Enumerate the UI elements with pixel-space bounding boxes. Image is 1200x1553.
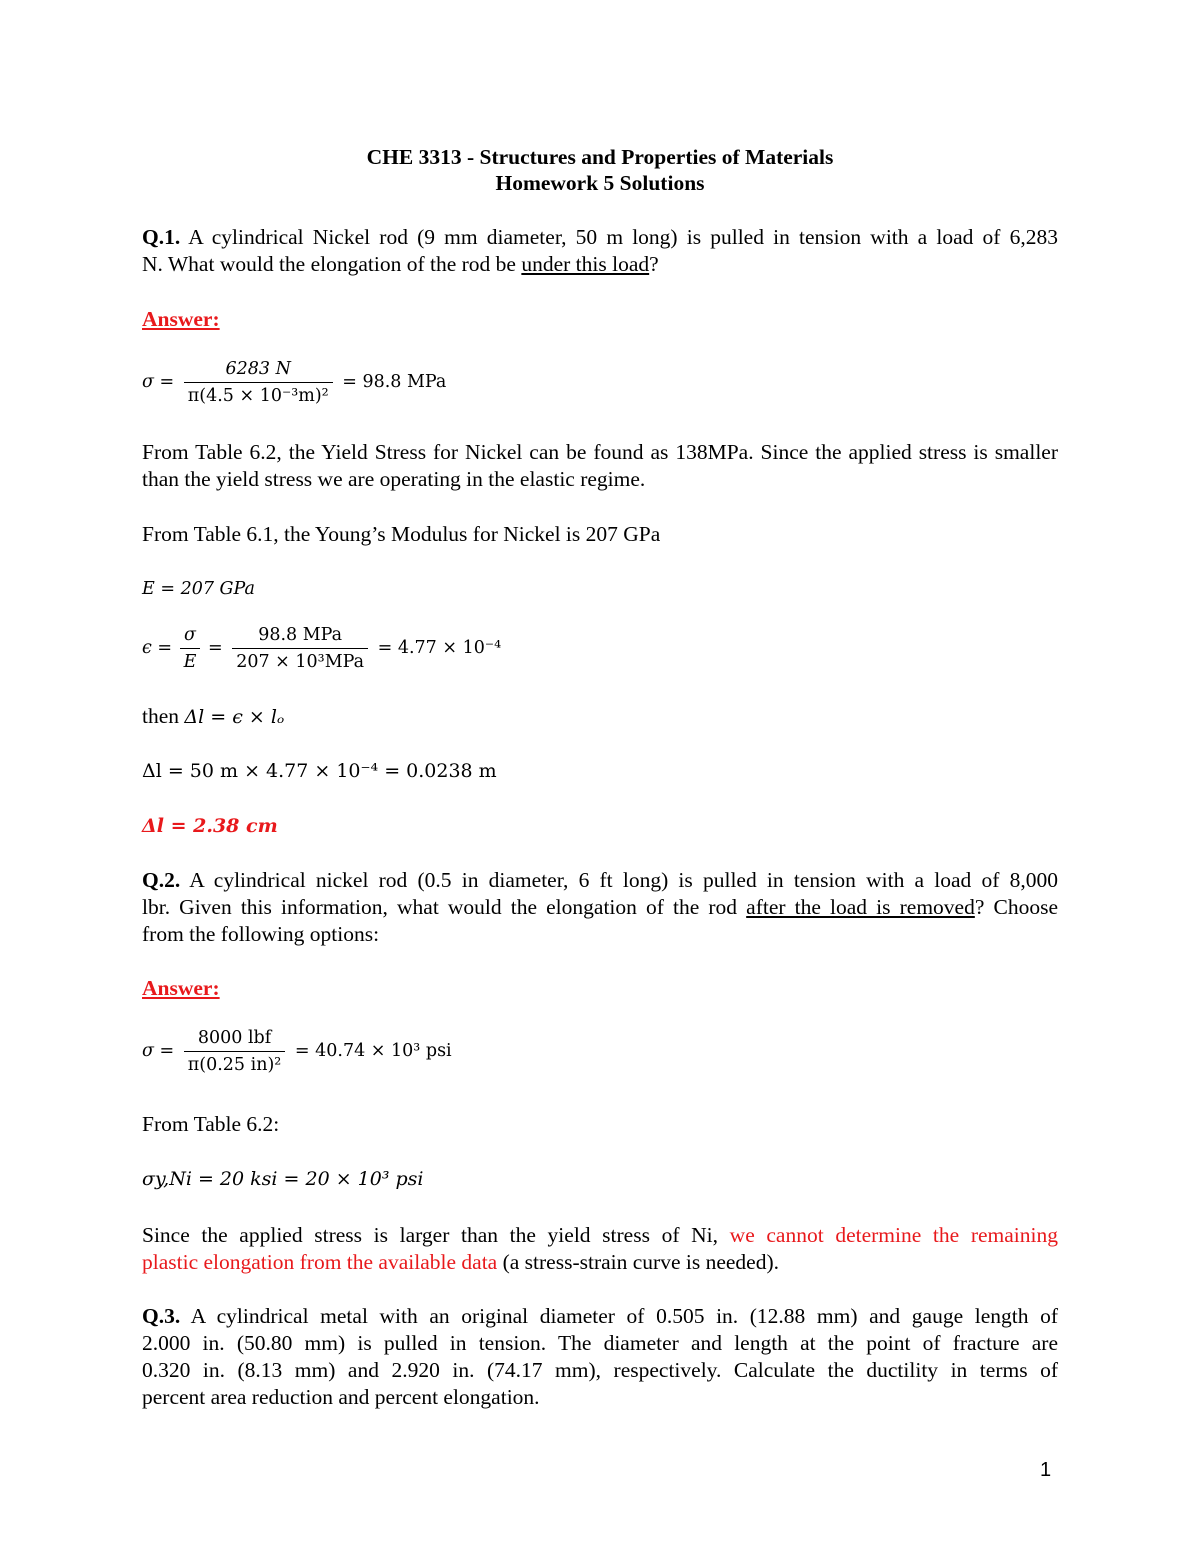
- q2-concl-pre: Since the applied stress is larger than the yield stress of Ni,: [142, 1223, 730, 1247]
- q2-text-underlined: after the load is removed: [746, 895, 975, 919]
- q1-modulus-text: From Table 6.1, the Young’s Modulus for Nickel is 207 GPa: [142, 522, 661, 546]
- q2-text-line2-pre: lbr. Given this information, what would the elongation of the rod: [142, 895, 747, 919]
- q1-text-line2-pre: N. What would the elongation of the rod be: [142, 252, 522, 276]
- q2-text-line2-post: ? Choose: [974, 895, 1058, 919]
- q1-eq-eps-f1-den: E: [183, 652, 197, 672]
- document-subtitle: Homework 5 Solutions: [495, 171, 705, 195]
- q1-eq-eps-f2-den: 207 × 10³MPa: [236, 652, 365, 672]
- q1-eq-sigma-fraction: [184, 358, 333, 407]
- page-number: 1: [1040, 1459, 1052, 1481]
- q2-conclusion-line2: [142, 1249, 779, 1275]
- q1-eq-eps-fraction1: [180, 624, 201, 673]
- q1-eq-eps-lhs: ϵ =: [142, 638, 173, 658]
- q1-eq-eps-f2-num: 98.8 MPa: [232, 624, 368, 649]
- q3-line3: 0.320 in. (8.13 mm) and 2.920 in. (74.17 mm), respectively. Calculate the ductility in terms of: [142, 1358, 1058, 1382]
- q1-eq-eps-rhs: = 4.77 × 10⁻⁴: [377, 638, 502, 658]
- q1-question-line1: [142, 224, 1058, 251]
- q2-answer-label: Answer:: [142, 976, 220, 1000]
- q1-eq-then: Δl = ϵ × lₒ: [184, 706, 285, 728]
- q3-text-line1: A cylindrical metal with an original diameter of 0.505 in. (12.88 mm) and gauge length of: [190, 1304, 1058, 1328]
- q1-eq-eps-f1-num: σ: [180, 624, 201, 649]
- q1-answer-label: Answer:: [142, 307, 220, 331]
- q1-eq-eps-fraction2: [232, 624, 368, 673]
- q1-text-underlined: under this load: [521, 252, 650, 276]
- q1-eq-modulus: E = 207 GPa: [142, 579, 255, 599]
- q2-table-text: From Table 6.2:: [142, 1112, 280, 1136]
- q2-conclusion-line1: [142, 1222, 1058, 1249]
- q1-eq-sigma-denominator: π(4.5 × 10⁻³m)²: [187, 386, 329, 406]
- q2-question-line1: [142, 867, 1058, 894]
- q1-then-text: then: [142, 704, 180, 728]
- q3-line1: [142, 1303, 1058, 1330]
- q1-eq-sigma-rhs: = 98.8 MPa: [342, 372, 447, 392]
- q2-concl-red-2: plastic elongation from the available data: [142, 1250, 498, 1274]
- q2-eq-sigma-numerator: 8000 lbf: [184, 1027, 286, 1052]
- q2-text-line1: A cylindrical nickel rod (0.5 in diameter, 6 ft long) is pulled in tension with a load of 8,000: [189, 868, 1058, 892]
- q1-eq-final: Δl = 2.38 cm: [142, 815, 278, 837]
- q2-stress-equation: [142, 1027, 452, 1076]
- q1-then-line: [142, 703, 284, 730]
- q1-text-line2-post: ?: [649, 252, 659, 276]
- q3-line2: 2.000 in. (50.80 mm) is pulled in tension. The diameter and length at the point of fracture are: [142, 1331, 1058, 1355]
- q1-eq-sigma-numerator: 6283 N: [184, 358, 333, 383]
- q2-concl-post: (a stress-strain curve is needed).: [497, 1250, 779, 1274]
- q2-eq-sigma-lhs: σ =: [142, 1041, 175, 1061]
- q3-label: Q.3.: [142, 1304, 181, 1328]
- q1-stress-equation: [142, 358, 446, 407]
- q1-text-line1: A cylindrical Nickel rod (9 mm diameter, 50 m long) is pulled in tension with a load of 6,283: [188, 225, 1058, 249]
- q1-eq-sigma-lhs: σ =: [142, 372, 175, 392]
- q2-eq-sigma-denominator: π(0.25 in)²: [187, 1055, 282, 1075]
- q2-eq-yield: σy,Ni = 20 ksi = 20 × 10³ psi: [142, 1168, 424, 1190]
- q2-concl-red-1: we cannot determine the remaining: [729, 1223, 1058, 1247]
- document-title: CHE 3313 - Structures and Properties of Materials: [366, 145, 834, 169]
- q1-strain-equation: [142, 624, 501, 673]
- q1-label: Q.1.: [142, 225, 181, 249]
- q2-question-line3: from the following options:: [142, 922, 380, 946]
- q2-eq-sigma-fraction: [184, 1027, 286, 1076]
- q3-line4: percent area reduction and percent elongation.: [142, 1385, 540, 1409]
- q1-question-line2: [142, 251, 659, 277]
- q1-yield-text: From Table 6.2, the Yield Stress for Nickel can be found as 138MPa. Since the applied stress is smaller than the yield stress we are operating in the elastic regime.: [142, 440, 1058, 491]
- q2-question-line2: [142, 894, 1058, 921]
- q1-eq-delta-l: Δl = 50 m × 4.77 × 10⁻⁴ = 0.0238 m: [142, 760, 497, 782]
- q2-eq-sigma-rhs: = 40.74 × 10³ psi: [294, 1041, 452, 1061]
- q2-label: Q.2.: [142, 868, 181, 892]
- q1-eq-eps-equals: =: [207, 638, 223, 658]
